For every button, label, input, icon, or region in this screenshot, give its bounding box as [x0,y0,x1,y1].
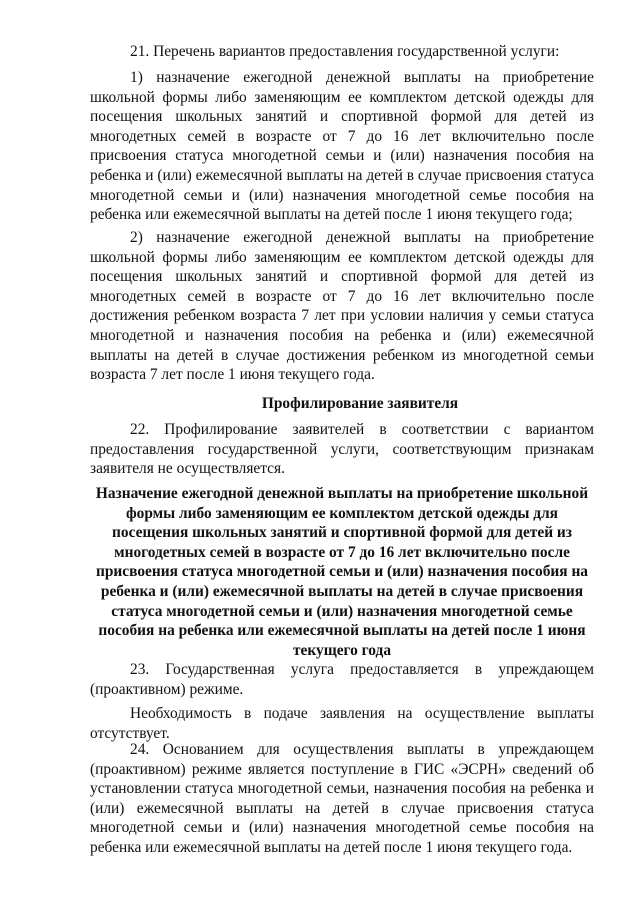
paragraph-23-note: Необходимость в подаче заявления на осуществление выплаты отсутствует. [90,705,594,742]
paragraph-24: 24. Основанием для осуществления выплаты в упреждающем (проактивном) режиме является поступление в ГИС «ЭСРН» сведений об установлении статуса многодетной семьи, назначения пособия на ребенка и (или) ежемесячной выплаты на детей в случае присвоения статуса многодетной семьи и (или) назначения многодетной семье пособия на ребенка или ежемесячной выплаты на детей после 1 июня текущего года. [90,741,594,856]
paragraph-22: 22. Профилирование заявителей в соответствии с вариантом предоставления государственной услуги, соответствующим признакам заявителя не осуществляется. [90,421,594,478]
section-heading-variant-1: Назначение ежегодной денежной выплаты на приобретение школьной формы либо заменяющим ее комплектом детской одежды для посещения школьных занятий и спортивной формой для детей из многодетных семей в возрасте от 7 до 16 лет включительно после присвоения статуса многодетной семьи и (или) назначения пособия на ребенка и (или) ежемесячной выплаты на детей в случае присвоения статуса многодетной семьи и (или) назначения многодетной семье пособия на ребенка или ежемесячной выплаты на детей после 1 июня текущего года [95,485,589,659]
paragraph-21-title: 21. Перечень вариантов предоставления государственной услуги: [130,43,560,60]
paragraph-23: 23. Государственная услуга предоставляется в упреждающем (проактивном) режиме. [90,661,594,698]
paragraph-21-item-2: 2) назначение ежегодной денежной выплаты на приобретение школьной формы либо заменяющим ее комплектом детской одежды для посещения школьных занятий и спортивной формой для детей из многодетных семей в возрасте от 7 до 16 лет включительно после достижения ребенком возраста 7 лет при условии наличия у семьи статуса многодетной и назначения пособия на ребенка и (или) ежемесячной выплаты на детей в случае достижения ребенком из многодетной семьи возраста 7 лет после 1 июня текущего года. [90,229,594,384]
section-heading-profiling: Профилирование заявителя [261,395,459,412]
paragraph-21-item-1: 1) назначение ежегодной денежной выплаты на приобретение школьной формы либо заменяющим ее комплектом детской одежды для посещения школьных занятий и спортивной формой для детей из многодетных семей в возрасте от 7 до 16 лет включительно после присвоения статуса многодетной семьи и (или) назначения пособия на ребенка и (или) ежемесячной выплаты на детей в случае присвоения статуса многодетной семьи и (или) назначения многодетной семье пособия на ребенка или ежемесячной выплаты на детей после 1 июня текущего года; [90,69,594,224]
